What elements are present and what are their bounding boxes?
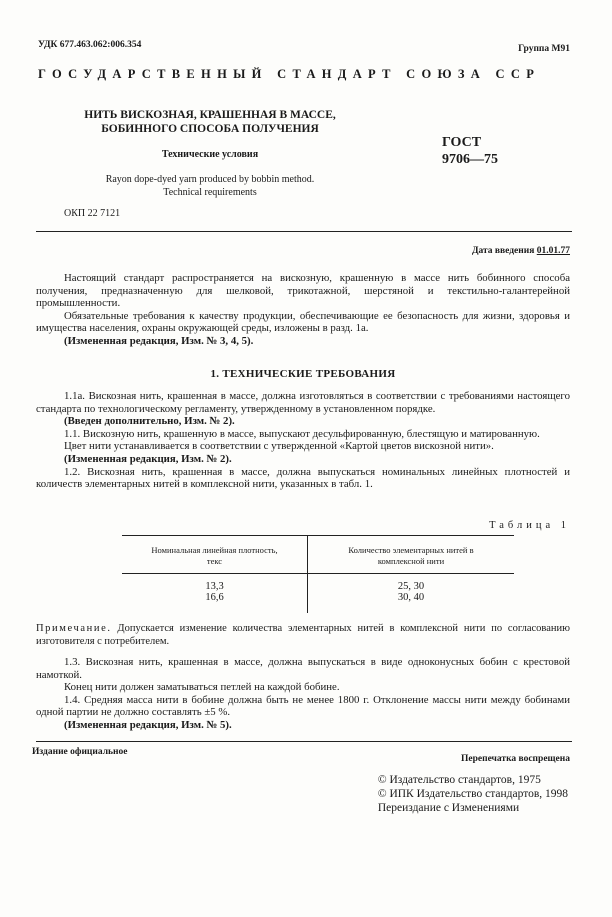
- section-1-text: [36, 390, 570, 491]
- note-label: Примечание.: [36, 623, 112, 634]
- effective-date-value: 01.01.77: [536, 246, 570, 256]
- column-header-line: текс: [206, 556, 223, 566]
- clause-paragraph: 1.2. Вискозная нить, крашенная в массе, должна выпускаться номинальных линейных плотностей и количеств элементарных нитей в комплексной нити, указанных в табл. 1.: [36, 465, 570, 491]
- effective-date: [472, 246, 570, 256]
- official-edition: Издание официальное: [32, 747, 128, 757]
- footer-divider: [36, 741, 572, 742]
- gost-number: [442, 134, 498, 168]
- english-title-line-1: Rayon dope-dyed yarn produced by bobbin method.: [105, 174, 315, 185]
- amendment-note: (Введен дополнительно, Изм. № 2).: [64, 415, 235, 428]
- note-text: Допускается изменение количества элементарных нитей в комплексной нити по согласованию изготовителя с потребителем.: [36, 623, 570, 647]
- column-header-filament-count: [308, 545, 514, 567]
- document-subtitle: Технические условия: [161, 149, 259, 160]
- state-standard-banner: ГОСУДАРСТВЕННЫЙ СТАНДАРТ СОЮЗА ССР: [38, 67, 541, 81]
- title-line-1: НИТЬ ВИСКОЗНАЯ, КРАШЕННАЯ В МАССЕ,: [84, 109, 336, 121]
- okp-code: ОКП 22 7121: [64, 208, 121, 219]
- table-cell: 13,3: [205, 581, 224, 592]
- reissue-line: Переиздание с Изменениями: [377, 802, 520, 814]
- table-cell: 25, 30: [397, 581, 425, 592]
- table-column-count: [308, 581, 514, 603]
- clause-paragraph: 1.4. Средняя масса нити в бобине должна быть не менее 1800 г. Отклонение массы нити между бобинами одной партии не должно составлять ±5 %.: [36, 693, 570, 719]
- document-title: [60, 108, 360, 136]
- gost-label: ГОСТ: [442, 135, 482, 150]
- effective-date-label: Дата введения: [471, 246, 535, 256]
- clause-paragraph: Конец нити должен заматываться петлей на каждой бобине.: [64, 681, 340, 694]
- table-note: [36, 623, 570, 648]
- section-heading: 1. ТЕХНИЧЕСКИЕ ТРЕБОВАНИЯ: [210, 368, 396, 380]
- table-caption: Таблица 1: [489, 520, 570, 531]
- column-header-line: Количество элементарных нитей в: [348, 545, 474, 555]
- column-header-line: Номинальная линейная плотность,: [151, 545, 278, 555]
- publisher-info: [378, 773, 568, 815]
- column-header-density: [122, 545, 307, 567]
- clause-paragraph: 1.3. Вискозная нить, крашенная в массе, должна выпускаться в виде одноконусных бобин с крестовой намоткой.: [36, 656, 570, 681]
- header-divider: [36, 231, 572, 232]
- column-header-line: комплексной нити: [377, 556, 445, 566]
- copyright-line: © ИПК Издательство стандартов, 1998: [377, 788, 568, 800]
- intro-paragraph: Обязательные требования к качеству продукции, обеспечивающие ее безопасность для жизни, здоровья и имущества населения, охраны окружающей среды, изложены в разд. 1а.: [36, 309, 570, 335]
- group-code: Группа М91: [518, 44, 570, 54]
- table-cell: 16,6: [205, 592, 224, 603]
- english-title-line-2: Technical requirements: [163, 187, 257, 198]
- table-header-rule: [122, 573, 514, 574]
- amendment-note: (Измененная редакция, Изм. № 2).: [64, 452, 232, 465]
- clause-paragraph: 1.1а. Вискозная нить, крашенная в массе, должна изготовляться в соответствии с требованиями настоящего стандарта по технологическому регламенту, утвержденному в установленном порядке.: [36, 390, 570, 415]
- reprint-prohibited: Перепечатка воспрещена: [460, 754, 570, 764]
- table-cell: 30, 40: [397, 592, 425, 603]
- amendment-note: (Измененная редакция, Изм. № 3, 4, 5).: [64, 334, 254, 347]
- english-title: [60, 173, 360, 199]
- title-line-2: БОБИННОГО СПОСОБА ПОЛУЧЕНИЯ: [101, 123, 319, 135]
- section-1-continued: [36, 656, 570, 732]
- amendment-note: (Измененная редакция, Изм. № 5).: [64, 718, 232, 731]
- clause-paragraph: 1.1. Вискозную нить, крашенную в массе, выпускают десульфированную, блестящую и матированную.: [64, 427, 540, 440]
- table-column-density: [122, 581, 307, 603]
- copyright-line: © Издательство стандартов, 1975: [377, 774, 541, 786]
- intro-paragraph: Настоящий стандарт распространяется на вискозную, крашенную в массе нить бобинного способа получения, предназначенную для шелковой, трикотажной, шерстяной и текстильно-галантерейной промышленности.: [36, 272, 570, 310]
- gost-code: 9706—75: [442, 152, 498, 167]
- clause-paragraph: Цвет нити устанавливается в соответствии с утвержденной «Картой цветов вискозной нити».: [64, 440, 494, 453]
- table-1: [122, 535, 514, 615]
- intro-text: [36, 272, 570, 348]
- table-top-rule: [122, 535, 514, 536]
- udk-code: УДК 677.463.062:006.354: [38, 40, 142, 50]
